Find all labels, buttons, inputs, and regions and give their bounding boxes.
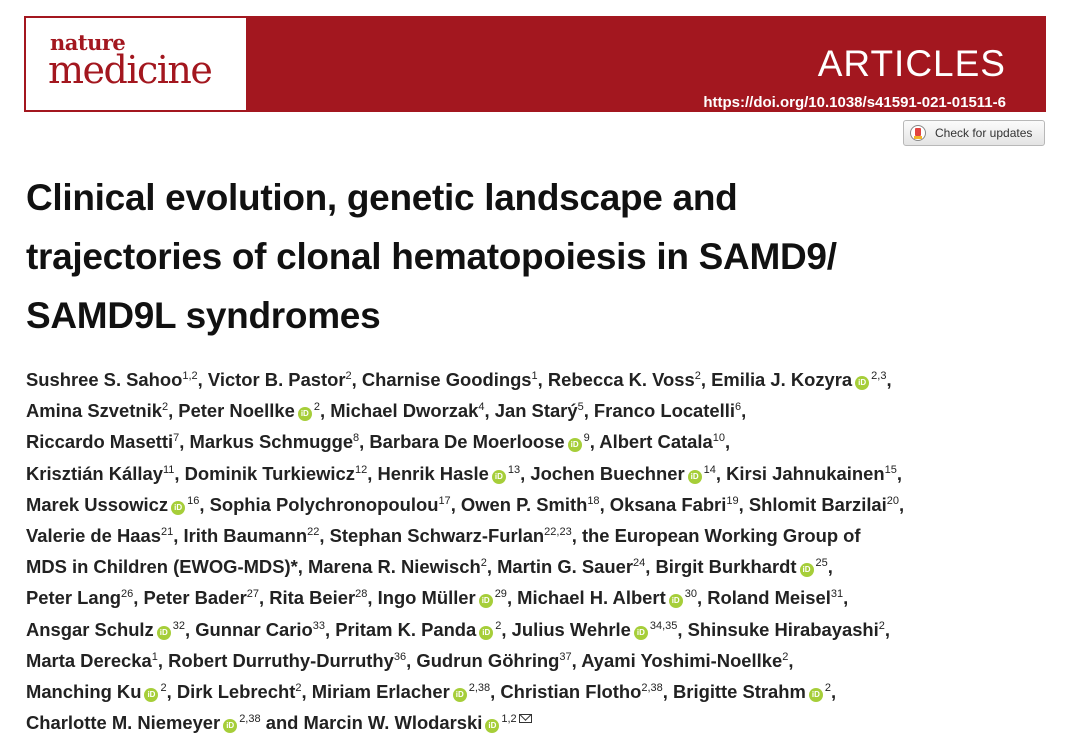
author-line: Riccardo Masetti$^7$, Markus Schmugge$^8$, Barbara De Moerloose $iD^9$, Albert Catala$^{10}$, xyxy=(26,431,731,453)
author-name[interactable]: Jan Starý xyxy=(494,400,578,422)
affiliation-number: 13 xyxy=(507,463,521,476)
author-name[interactable]: Roland Meisel xyxy=(707,587,831,609)
author-name[interactable]: Martin G. Sauer xyxy=(497,556,634,578)
affiliation-number: 2,38 xyxy=(468,681,491,694)
author-name[interactable]: Gudrun Göhring xyxy=(416,649,560,671)
affiliation-number: 22,23 xyxy=(544,525,572,538)
author-name[interactable]: Dirk Lebrecht xyxy=(176,680,296,702)
author-name[interactable]: the European Working Group of xyxy=(581,524,861,546)
author-line: Peter Lang$^{26}$, Peter Bader$^{27}$, Rita Beier$^{28}$, Ingo Müller $iD^{29}$, Michael H. Albert $iD^{30}$, Roland Meisel$^{31}$, xyxy=(26,587,849,609)
affiliation-number: 2 xyxy=(694,370,701,382)
affiliation-number: 9 xyxy=(583,432,590,445)
author-name[interactable]: Oksana Fabri xyxy=(609,493,727,515)
author-name[interactable]: Julius Wehrle xyxy=(511,618,631,640)
orcid-icon[interactable]: iD xyxy=(669,594,683,608)
logo-nature-text: nature xyxy=(50,30,126,55)
affiliation-number: 10 xyxy=(712,432,725,445)
author-name[interactable]: Krisztián Kállay xyxy=(26,462,163,484)
affiliation-number: 28 xyxy=(355,588,368,601)
affiliation-number: 7 xyxy=(173,432,180,445)
affiliation-number: 18 xyxy=(587,494,600,507)
author-name[interactable]: Charlotte M. Niemeyer xyxy=(26,712,221,734)
orcid-icon[interactable]: iD xyxy=(634,626,648,640)
orcid-icon[interactable]: iD xyxy=(453,688,467,702)
affiliation-number: 12 xyxy=(354,463,368,476)
author-name[interactable]: Manching Ku xyxy=(26,680,142,702)
orcid-icon[interactable]: iD xyxy=(809,688,823,702)
logo-medicine-text: medicine xyxy=(48,48,212,92)
author-name[interactable]: Valerie de Haas xyxy=(26,524,161,546)
affiliation-number: 2 xyxy=(345,370,352,382)
author-name[interactable]: Henrik Hasle xyxy=(377,462,489,484)
affiliation-number: 14 xyxy=(703,463,716,476)
affiliation-number: 25 xyxy=(815,557,828,570)
author-name[interactable]: Robert Durruthy-Durruthy xyxy=(168,649,394,671)
doi-link[interactable]: https://doi.org/10.1038/s41591-021-01511-6 xyxy=(703,94,1006,111)
affiliation-number: 22 xyxy=(307,525,320,538)
title-line: Clinical evolution, genetic landscape and xyxy=(26,177,738,218)
affiliation-number: 15 xyxy=(884,463,897,476)
orcid-icon[interactable]: iD xyxy=(298,407,312,421)
affiliation-number: 5 xyxy=(577,401,584,414)
affiliation-number: 11 xyxy=(162,463,175,476)
author-name[interactable]: Shlomit Barzilai xyxy=(748,493,887,515)
affiliation-number: 2 xyxy=(878,619,885,632)
author-name[interactable]: Rebecca K. Voss xyxy=(547,369,695,390)
author-name[interactable]: Marena R. Niewisch xyxy=(308,556,481,578)
author-name[interactable]: Jochen Buechner xyxy=(530,462,685,484)
author-name[interactable]: Barbara De Moerloose xyxy=(369,431,565,453)
affiliation-number: 31 xyxy=(830,588,844,601)
affiliation-number: 1 xyxy=(151,650,158,663)
author-line: Manching Ku $iD^2$, Dirk Lebrecht$^2$, Miriam Erlacher iD$^{2,38}$, Christian Flotho$^{2,38}$, Brigitte Strahm $iD^2$, xyxy=(26,680,837,702)
article-title xyxy=(26,168,1026,345)
author-name[interactable]: Ansgar Schulz xyxy=(26,618,154,640)
orcid-icon[interactable]: iD xyxy=(485,719,499,733)
author-name[interactable]: Dominik Turkiewicz xyxy=(184,462,355,484)
author-name[interactable]: Pritam K. Panda xyxy=(335,618,477,640)
affiliation-number: 2 xyxy=(824,681,831,694)
author-name[interactable]: Victor B. Pastor xyxy=(207,369,346,390)
author-name[interactable]: Irith Baumann xyxy=(183,524,308,546)
email-icon[interactable] xyxy=(519,714,532,723)
author-name[interactable]: Marta Derecka xyxy=(26,649,152,671)
affiliation-number: 1,2 xyxy=(182,370,198,382)
section-label: ARTICLES xyxy=(817,43,1006,84)
orcid-icon[interactable]: iD xyxy=(157,626,171,640)
affiliation-number: 19 xyxy=(726,494,739,507)
author-name[interactable]: Ingo Müller xyxy=(377,587,476,609)
author-line: MDS in Children (EWOG-MDS)*, Marena R. Niewisch$^2$, Martin G. Sauer$^{24}$, Birgit Burkhardt $iD^{25}$, xyxy=(26,556,833,578)
affiliation-number: 6 xyxy=(734,401,742,414)
orcid-icon[interactable]: iD xyxy=(479,626,493,640)
author-name[interactable]: Sushree S. Sahoo xyxy=(26,369,183,390)
author-line: Marek Ussowicz $iD^{16}$, Sophia Polychronopoulou$^{17}$, Owen P. Smith$^{18}$, Oksana Fabri$^{19}$, Shlomit Barzilai$^{20}$, xyxy=(26,493,905,515)
author-name[interactable]: Miriam Erlacher xyxy=(311,680,450,702)
affiliation-number: 33 xyxy=(312,619,325,632)
affiliation-number: 16 xyxy=(187,494,200,507)
orcid-icon[interactable]: iD xyxy=(492,470,506,484)
author-name[interactable]: Markus Schmugge xyxy=(189,431,354,453)
author-line: Sushree S. Sahoo$^{1,2}$, Victor B. Pastor$^2$, Charnise Goodings$^1$, Rebecca K. Voss$^2$, Emilia J. Kozyra iD$^{2,3}$, xyxy=(26,369,892,390)
author-name[interactable]: Birgit Burkhardt xyxy=(655,556,797,578)
orcid-icon[interactable]: iD xyxy=(223,719,237,733)
author-list xyxy=(26,364,1056,738)
affiliation-number: 20 xyxy=(886,494,900,507)
title-line: SAMD9L syndromes xyxy=(26,295,381,336)
author-name[interactable]: Peter Bader xyxy=(143,587,247,609)
author-name[interactable]: Franco Locatelli xyxy=(593,400,735,422)
orcid-icon[interactable]: iD xyxy=(568,438,582,452)
author-name[interactable]: Sophia Polychronopoulou xyxy=(209,493,439,515)
author-name[interactable]: Peter Noellke xyxy=(178,400,295,422)
author-name[interactable]: Riccardo Masetti xyxy=(26,431,174,453)
affiliation-number: 2 xyxy=(160,681,167,694)
affiliation-number: 34,35 xyxy=(649,619,678,632)
author-name[interactable]: Ayami Yoshimi-Noellke xyxy=(581,649,783,671)
author-name[interactable]: Michael H. Albert xyxy=(517,587,666,609)
title-line: trajectories of clonal hematopoiesis in SAMD9/ xyxy=(26,236,837,277)
orcid-icon[interactable]: iD xyxy=(688,470,702,484)
affiliation-number: 2 xyxy=(313,401,320,414)
author-name[interactable]: Albert Catala xyxy=(599,431,713,453)
affiliation-number: 2 xyxy=(295,681,302,694)
author-line: Krisztián Kállay$^{11}$, Dominik Turkiewicz$^{12}$, Henrik Hasle $iD^{13}$, Jochen Buechner $iD^{14}$, Kirsi Jahnukainen$^{15}$, xyxy=(26,462,902,484)
author-line: Charlotte M. Niemeyer iD$^{2,38}$ and Marcin W. Wlodarski iD$^{1,2}$ xyxy=(26,707,1056,738)
check-for-updates-label: Check for updates xyxy=(935,126,1033,140)
affiliation-number: 24 xyxy=(633,557,646,570)
affiliation-number: 2,3 xyxy=(871,370,887,382)
affiliation-number: 37 xyxy=(559,650,572,663)
affiliation-number: 8 xyxy=(353,432,360,445)
author-name[interactable]: Kirsi Jahnukainen xyxy=(726,462,885,484)
affiliation-number: 4 xyxy=(478,401,485,414)
affiliation-number: 2 xyxy=(782,650,789,663)
affiliation-number: 27 xyxy=(246,588,260,601)
author-name[interactable]: Shinsuke Hirabayashi xyxy=(687,618,879,640)
check-for-updates-button[interactable] xyxy=(903,120,1045,146)
affiliation-number: 26 xyxy=(121,588,134,601)
author-name[interactable]: Peter Lang xyxy=(26,587,122,609)
author-name[interactable]: Owen P. Smith xyxy=(460,493,588,515)
affiliation-number: 29 xyxy=(494,588,507,601)
affiliation-number: 2 xyxy=(495,619,502,632)
author-line: Marta Derecka$^1$, Robert Durruthy-Durruthy$^{36}$, Gudrun Göhring$^{37}$, Ayami Yoshimi-Noellke$^2$, xyxy=(26,649,794,671)
orcid-icon[interactable]: iD xyxy=(479,594,493,608)
author-line: Valerie de Haas$^{21}$, Irith Baumann$^{22}$, Stephan Schwarz-Furlan$^{22,23}$, the European Working Group of xyxy=(26,524,861,546)
affiliation-number: 2 xyxy=(161,401,169,414)
author-name[interactable]: Amina Szvetnik xyxy=(26,400,162,422)
author-name[interactable]: Charnise Goodings xyxy=(361,369,532,390)
crossmark-icon xyxy=(910,125,926,141)
affiliation-number: 21 xyxy=(160,525,174,538)
affiliation-number: 2,38 xyxy=(641,681,663,694)
affiliation-number: 2,38 xyxy=(239,713,261,726)
affiliation-number: 1 xyxy=(531,370,538,382)
author-name[interactable]: Christian Flotho xyxy=(500,680,642,702)
author-name[interactable]: Gunnar Cario xyxy=(195,618,313,640)
orcid-icon[interactable]: iD xyxy=(144,688,158,702)
author-name[interactable]: Brigitte Strahm xyxy=(673,680,806,702)
affiliation-number: 30 xyxy=(684,588,697,601)
journal-logo[interactable] xyxy=(25,17,247,111)
affiliation-number: 36 xyxy=(393,650,407,663)
affiliation-number: 32 xyxy=(172,619,185,632)
affiliation-number: 17 xyxy=(438,494,451,507)
author-name[interactable]: MDS in Children (EWOG-MDS)* xyxy=(26,556,298,578)
affiliation-number: 1,2 xyxy=(501,713,517,726)
author-line: Ansgar Schulz $iD^{32}$, Gunnar Cario$^{33}$, Pritam K. Panda $iD^2$, Julius Wehrle iD$^{34,35}$, Shinsuke Hirabayashi$^2$, xyxy=(26,618,891,640)
affiliation-number: 2 xyxy=(480,557,487,570)
author-line: Amina Szvetnik$^2$, Peter Noellke $iD^2$, Michael Dworzak$^4$, Jan Starý$^5$, Franco Locatelli$^6$, xyxy=(26,400,747,422)
author-name[interactable]: Marcin W. Wlodarski xyxy=(303,712,483,734)
author-name[interactable]: Marek Ussowicz xyxy=(26,493,169,515)
orcid-icon[interactable]: iD xyxy=(171,501,185,515)
author-name[interactable]: Stephan Schwarz-Furlan xyxy=(329,524,545,546)
author-name[interactable]: Rita Beier xyxy=(269,587,356,609)
author-name[interactable]: Emilia J. Kozyra xyxy=(711,369,853,390)
orcid-icon[interactable]: iD xyxy=(800,563,814,577)
orcid-icon[interactable]: iD xyxy=(855,376,869,390)
author-name[interactable]: Michael Dworzak xyxy=(330,400,479,422)
